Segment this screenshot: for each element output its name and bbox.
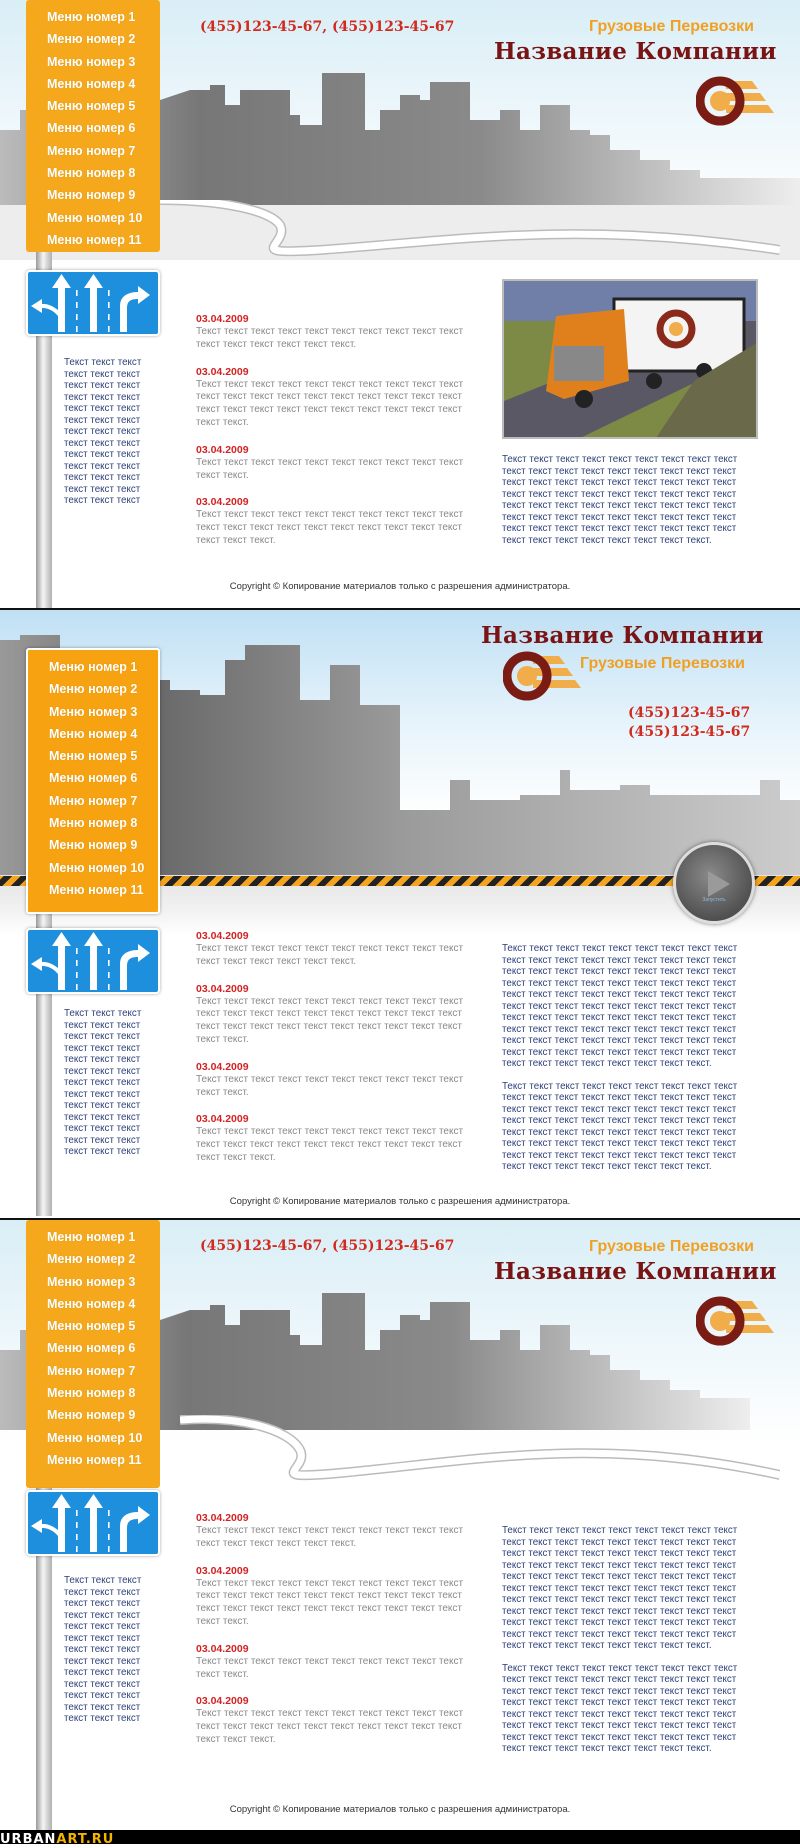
main-menu bbox=[26, 648, 160, 914]
news-date: 03.04.2009 bbox=[196, 1642, 249, 1655]
news-text: Текст текст текст текст текст текст текст текст текст текст текст текст. bbox=[196, 456, 464, 481]
road-illustration bbox=[160, 200, 780, 260]
news-date: 03.04.2009 bbox=[196, 1060, 249, 1073]
header-slogan: Грузовые Перевозки bbox=[589, 18, 754, 35]
sidebar-text: Текст текст текст текст текст текст текст текст текст текст текст текст текст текст текст текст текст текст текст текст текст текст текст текст текст текст текст текст текст текст текст текст текст текст текст текст текст текст текст bbox=[64, 1008, 142, 1157]
news-item bbox=[196, 1643, 464, 1682]
watermark-part-2: ART bbox=[56, 1832, 86, 1847]
company-name: Название Компании bbox=[481, 622, 764, 649]
play-button[interactable] bbox=[673, 842, 755, 924]
play-icon bbox=[708, 871, 730, 897]
menu-item-11[interactable]: Меню номер 11 bbox=[47, 1452, 142, 1467]
menu-item-9[interactable]: Меню номер 9 bbox=[49, 838, 138, 853]
menu-item-8[interactable]: Меню номер 8 bbox=[47, 166, 136, 181]
menu-item-10[interactable]: Меню номер 10 bbox=[47, 210, 143, 225]
right-paragraph: Текст текст текст текст текст текст текст текст текст текст текст текст текст текст текст текст текст текст текст текст текст текст текст текст текст текст текст текст текст текст текст текст текст текст текст текст текст текст текст текст текст текст текст текст текст текст текст текст текст текст текст текст текст текст текст текст текст текст текст текст текст текст текст текст текст текст текст текст текст текст текст. bbox=[502, 454, 738, 546]
menu-item-5[interactable]: Меню номер 5 bbox=[47, 99, 136, 114]
menu-item-6[interactable]: Меню номер 6 bbox=[49, 771, 138, 786]
road-illustration bbox=[180, 1415, 780, 1485]
news-item bbox=[196, 366, 464, 430]
news-date: 03.04.2009 bbox=[196, 982, 249, 995]
news-item bbox=[196, 444, 464, 483]
company-name: Название Компании bbox=[494, 38, 777, 65]
play-button-label: Запустить bbox=[702, 897, 726, 903]
menu-item-10[interactable]: Меню номер 10 bbox=[47, 1430, 143, 1445]
menu-item-3[interactable]: Меню номер 3 bbox=[49, 704, 138, 719]
lane-direction-sign-icon bbox=[26, 928, 160, 994]
sidebar-text: Текст текст текст текст текст текст текст текст текст текст текст текст текст текст текст текст текст текст текст текст текст текст текст текст текст текст текст текст текст текст текст текст текст текст текст текст текст текст текст bbox=[64, 357, 142, 506]
menu-item-1[interactable]: Меню номер 1 bbox=[47, 1230, 136, 1244]
menu-item-7[interactable]: Меню номер 7 bbox=[49, 793, 138, 808]
news-item bbox=[196, 1565, 464, 1629]
lane-direction-sign-icon bbox=[26, 1490, 160, 1556]
menu-item-9[interactable]: Меню номер 9 bbox=[47, 188, 136, 203]
menu-item-4[interactable]: Меню номер 4 bbox=[49, 726, 138, 741]
layout-variant-1 bbox=[0, 0, 800, 608]
menu-item-6[interactable]: Меню номер 6 bbox=[47, 1341, 136, 1356]
right-column-text bbox=[502, 943, 760, 1184]
menu-item-5[interactable]: Меню номер 5 bbox=[49, 749, 138, 764]
news-text: Текст текст текст текст текст текст текст текст текст текст текст текст текст текст текст текст. bbox=[196, 326, 464, 350]
menu-item-6[interactable]: Меню номер 6 bbox=[47, 121, 136, 136]
layout-variant-2 bbox=[0, 608, 800, 1216]
menu-item-4[interactable]: Меню номер 4 bbox=[47, 1296, 136, 1311]
watermark-part-3: .RU bbox=[85, 1832, 115, 1847]
right-paragraph: Текст текст текст текст текст текст текст текст текст текст текст текст текст текст текст текст текст текст текст текст текст текст текст текст текст текст текст текст текст текст текст текст текст текст текст текст текст текст текст текст текст текст текст текст текст текст текст текст текст текст текст текст текст текст текст текст текст текст текст текст текст текст текст текст текст текст текст текст текст текст текст текст текст текст текст текст текст текст текст текст текст текст текст текст текст текст текст текст текст текст текст текст текст текст текст текст текст текст. bbox=[502, 1525, 738, 1651]
menu-item-3[interactable]: Меню номер 3 bbox=[47, 54, 136, 69]
news-date: 03.04.2009 bbox=[196, 365, 249, 378]
menu-item-3[interactable]: Меню номер 3 bbox=[47, 1274, 136, 1289]
news-date: 03.04.2009 bbox=[196, 443, 249, 456]
news-date: 03.04.2009 bbox=[196, 1512, 249, 1524]
news-item bbox=[196, 1512, 464, 1551]
menu-item-9[interactable]: Меню номер 9 bbox=[47, 1408, 136, 1423]
menu-item-5[interactable]: Меню номер 5 bbox=[47, 1319, 136, 1334]
layout-variant-3 bbox=[0, 1218, 800, 1844]
news-item bbox=[196, 1695, 464, 1746]
news-text: Текст текст текст текст текст текст текст текст текст текст текст текст. bbox=[196, 1655, 464, 1680]
header-phone-2: (455)123-45-67 bbox=[628, 724, 751, 740]
news-text: Текст текст текст текст текст текст текст текст текст текст текст текст текст текст текст текст текст текст текст текст текст текст текст текст текст текст текст текст текст текст текст текст. bbox=[196, 995, 464, 1045]
news-text: Текст текст текст текст текст текст текст текст текст текст текст текст текст текст текст текст. bbox=[196, 943, 464, 967]
news-item bbox=[196, 983, 464, 1047]
news-text: Текст текст текст текст текст текст текст текст текст текст текст текст текст текст текст текст текст текст текст текст текст текст текст текст текст текст текст текст текст текст текст текст. bbox=[196, 378, 464, 428]
news-date: 03.04.2009 bbox=[196, 1695, 249, 1708]
news-date: 03.04.2009 bbox=[196, 1564, 249, 1577]
news-date: 03.04.2009 bbox=[196, 1113, 249, 1126]
news-item bbox=[196, 930, 464, 969]
news-list bbox=[196, 930, 464, 1179]
news-text: Текст текст текст текст текст текст текст текст текст текст текст текст текст текст текст текст текст текст текст текст текст текст текст. bbox=[196, 1708, 464, 1745]
right-paragraph: Текст текст текст текст текст текст текст текст текст текст текст текст текст текст текст текст текст текст текст текст текст текст текст текст текст текст текст текст текст текст текст текст текст текст текст текст текст текст текст текст текст текст текст текст текст текст текст текст текст текст текст текст текст текст текст текст текст текст текст текст текст текст текст текст текст текст текст текст текст текст текст. bbox=[502, 1080, 738, 1172]
header-phone-1: (455)123-45-67 bbox=[628, 705, 751, 721]
menu-item-2[interactable]: Меню номер 2 bbox=[49, 682, 138, 697]
menu-item-7[interactable]: Меню номер 7 bbox=[47, 143, 136, 158]
footer-copyright: Copyright © Копирование материалов только с разрешения администратора. bbox=[229, 1196, 571, 1207]
right-paragraph: Текст текст текст текст текст текст текст текст текст текст текст текст текст текст текст текст текст текст текст текст текст текст текст текст текст текст текст текст текст текст текст текст текст текст текст текст текст текст текст текст текст текст текст текст текст текст текст текст текст текст текст текст текст текст текст текст текст текст текст текст текст текст текст текст текст текст текст текст текст текст текст. bbox=[502, 1662, 738, 1754]
news-list bbox=[196, 313, 464, 562]
company-logo-icon bbox=[696, 75, 774, 131]
right-column-text bbox=[502, 454, 760, 557]
news-text: Текст текст текст текст текст текст текст текст текст текст текст текст текст текст текст текст. bbox=[196, 1525, 464, 1549]
news-list bbox=[196, 1512, 464, 1761]
menu-item-11[interactable]: Меню номер 11 bbox=[47, 232, 142, 247]
news-item bbox=[196, 496, 464, 547]
menu-item-10[interactable]: Меню номер 10 bbox=[49, 860, 145, 875]
menu-item-8[interactable]: Меню номер 8 bbox=[47, 1386, 136, 1401]
menu-item-2[interactable]: Меню номер 2 bbox=[47, 1252, 136, 1267]
news-text: Текст текст текст текст текст текст текст текст текст текст текст текст текст текст текст текст текст текст текст текст текст текст текст текст текст текст текст текст текст текст текст текст. bbox=[196, 1577, 464, 1627]
header-slogan: Грузовые Перевозки bbox=[580, 655, 745, 672]
right-paragraph: Текст текст текст текст текст текст текст текст текст текст текст текст текст текст текст текст текст текст текст текст текст текст текст текст текст текст текст текст текст текст текст текст текст текст текст текст текст текст текст текст текст текст текст текст текст текст текст текст текст текст текст текст текст текст текст текст текст текст текст текст текст текст текст текст текст текст текст текст текст текст текст текст текст текст текст текст текст текст текст текст текст текст текст текст текст текст текст текст текст текст текст текст текст текст текст текст текст текст. bbox=[502, 943, 738, 1069]
menu-item-4[interactable]: Меню номер 4 bbox=[47, 76, 136, 91]
company-logo-icon bbox=[696, 1295, 774, 1351]
main-menu bbox=[26, 0, 160, 252]
menu-item-2[interactable]: Меню номер 2 bbox=[47, 32, 136, 47]
truck-photo bbox=[502, 279, 758, 439]
news-date: 03.04.2009 bbox=[196, 930, 249, 942]
menu-item-11[interactable]: Меню номер 11 bbox=[49, 882, 144, 897]
news-text: Текст текст текст текст текст текст текст текст текст текст текст текст текст текст текст текст текст текст текст текст текст текст текст. bbox=[196, 1126, 464, 1163]
news-item bbox=[196, 313, 464, 352]
header-phones: (455)123-45-67, (455)123-45-67 bbox=[200, 1238, 455, 1254]
footer-copyright: Copyright © Копирование материалов только с разрешения администратора. bbox=[229, 1804, 571, 1815]
menu-item-1[interactable]: Меню номер 1 bbox=[47, 10, 136, 24]
news-item bbox=[196, 1113, 464, 1164]
header-phones: (455)123-45-67, (455)123-45-67 bbox=[200, 19, 455, 35]
news-text: Текст текст текст текст текст текст текст текст текст текст текст текст текст текст текст текст текст текст текст текст текст текст текст. bbox=[196, 509, 464, 546]
company-logo-icon bbox=[503, 650, 581, 706]
menu-item-1[interactable]: Меню номер 1 bbox=[49, 660, 138, 674]
sidebar-text: Текст текст текст текст текст текст текст текст текст текст текст текст текст текст текст текст текст текст текст текст текст текст текст текст текст текст текст текст текст текст текст текст текст текст текст текст текст текст текст bbox=[64, 1575, 142, 1724]
news-text: Текст текст текст текст текст текст текст текст текст текст текст текст. bbox=[196, 1073, 464, 1098]
main-menu bbox=[26, 1220, 160, 1488]
footer-copyright: Copyright © Копирование материалов только с разрешения администратора. bbox=[229, 581, 571, 592]
menu-item-7[interactable]: Меню номер 7 bbox=[47, 1363, 136, 1378]
news-date: 03.04.2009 bbox=[196, 496, 249, 509]
right-column-text bbox=[502, 1525, 760, 1766]
watermark-bar bbox=[0, 1830, 800, 1847]
lane-direction-sign-icon bbox=[26, 270, 160, 336]
watermark-part-1: URBAN bbox=[0, 1832, 57, 1847]
news-date: 03.04.2009 bbox=[196, 313, 249, 325]
company-name: Название Компании bbox=[494, 1258, 777, 1285]
menu-item-8[interactable]: Меню номер 8 bbox=[49, 816, 138, 831]
header-slogan: Грузовые Перевозки bbox=[589, 1238, 754, 1255]
news-item bbox=[196, 1061, 464, 1100]
